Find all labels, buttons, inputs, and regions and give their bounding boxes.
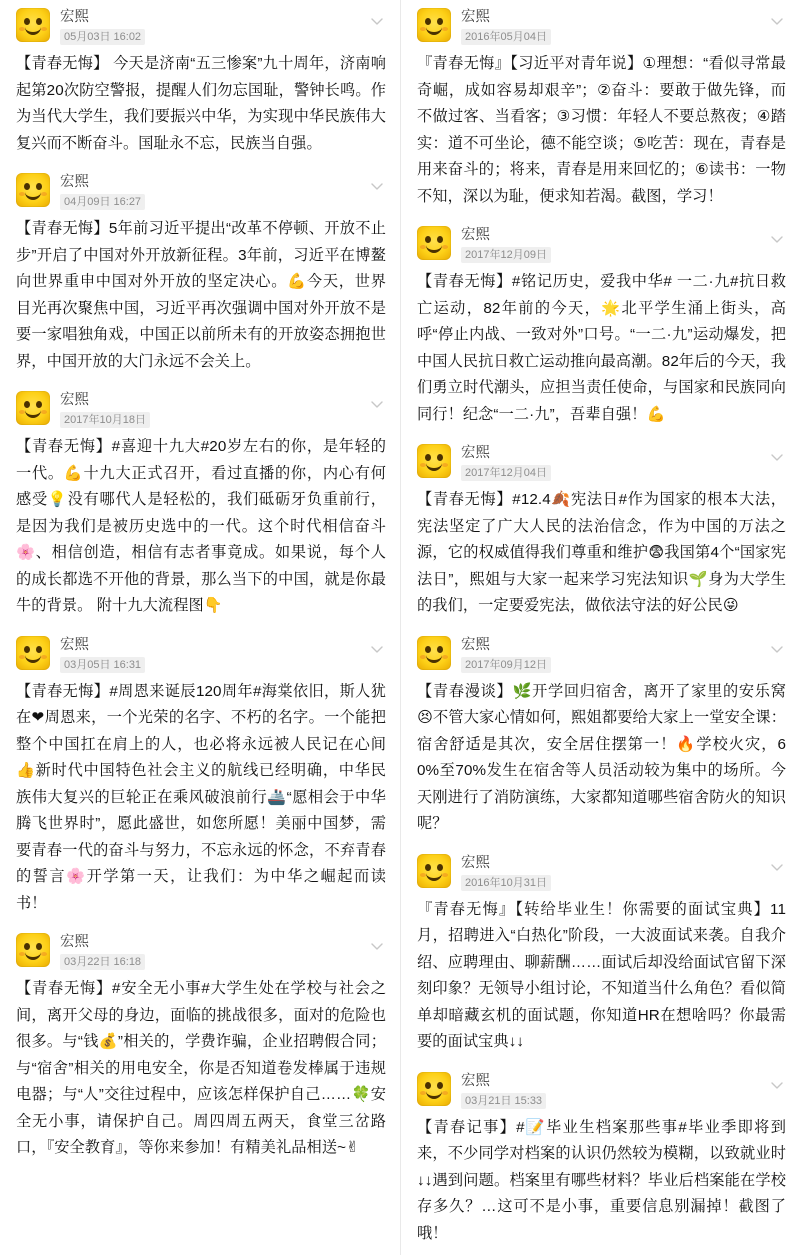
smiley-avatar-icon[interactable] <box>417 444 451 478</box>
chevron-down-icon[interactable] <box>770 450 784 464</box>
chevron-down-icon[interactable] <box>370 14 384 28</box>
post-text: 【青春记事】#📝毕业生档案那些事#毕业季即将到来，不少同学对档案的认识仍然较为模糊，以致就业时↓↓遇到问题。档案里有哪些材料？毕业后档案能在学校存多久？…这可不是小事，重要信息别漏掉！截图了哦！ <box>411 1111 790 1254</box>
chevron-down-icon[interactable] <box>370 179 384 193</box>
post-item[interactable] <box>10 0 390 165</box>
chevron-down-icon[interactable] <box>770 14 784 28</box>
post-text: 【青春漫谈】🌿开学回归宿舍，离开了家里的安乐窝😣不管大家心情如何，熙姐都要给大家上一堂安全课：宿舍舒适是其次，安全居住摆第一！🔥学校火灾，60%至70%发生在宿舍等人员活动较为集中的场所。今天刚进行了消防演练，大家都知道哪些宿舍防火的知识呢？ <box>411 675 790 844</box>
post-author[interactable]: 宏熙 <box>461 8 788 26</box>
post-item[interactable] <box>411 628 790 846</box>
post-text: 【青春无悔】5年前习近平提出“改革不停顿、开放不止步”开启了中国对外开放新征程。3年前，习近平在博鳌向世界重申中国对外开放的坚定决心。💪今天，世界目光再次聚焦中国，习近平再次强调中国对外开放不是要一家唱独角戏，中国正以前所未有的开放姿态拥抱世界，中国开放的大门永远不会关上。 <box>10 212 390 381</box>
smiley-avatar-icon[interactable] <box>16 636 50 670</box>
post-text: 【青春无悔】 今天是济南“五三惨案”九十周年，济南响起第20次防空警报，提醒人们勿忘国耻，警钟长鸣。作为当代大学生，我们要振兴中华，为实现中华民族伟大复兴而不断奋斗。国耻永不忘，民族当自强。 <box>10 47 390 163</box>
post-meta <box>50 8 388 45</box>
post-text: 【青春无悔】#安全无小事#大学生处在学校与社会之间，离开父母的身边，面临的挑战很多，面对的危险也很多。与“钱💰”相关的，学费诈骗，企业招聘假合同；与“宿舍”相关的用电安全，你是否知道卷发棒属于违规电器；与“人”交往过程中，应该怎样保护自己……🍀安全无小事，请保护自己。周四周五两天，食堂三岔路口，『安全教育』，等你来参加！有精美礼品相送~✌ <box>10 972 390 1168</box>
post-timestamp: 04月09日 16:27 <box>60 194 145 210</box>
chevron-down-icon[interactable] <box>370 642 384 656</box>
smiley-avatar-icon[interactable] <box>16 8 50 42</box>
post-meta <box>451 444 788 481</box>
post-author[interactable]: 宏熙 <box>60 8 388 26</box>
post-item[interactable] <box>411 1064 790 1255</box>
post-item[interactable] <box>411 0 790 218</box>
post-text: 【青春无悔】#12.4🍂宪法日#作为国家的根本大法，宪法坚定了广大人民的法治信念，作为中国的万法之源，它的权威值得我们尊重和维护😨我国第4个“国家宪法日”，熙姐与大家一起来学习宪法知识🌱身为大学生的我们，一定要爱宪法，做依法守法的好公民😜 <box>411 483 790 626</box>
post-meta <box>451 1072 788 1109</box>
post-item[interactable] <box>411 846 790 1064</box>
post-header <box>411 222 790 265</box>
post-item[interactable] <box>10 628 390 926</box>
chevron-down-icon[interactable] <box>370 939 384 953</box>
post-meta <box>451 854 788 891</box>
post-text: 【青春无悔】#周恩来诞辰120周年#海棠依旧，斯人犹在❤周恩来，一个光荣的名字、不朽的名字。一个能把整个中国扛在肩上的人，也必将永远被人民记在心间👍新时代中国特色社会主义的航线已经明确，中华民族伟大复兴的巨轮正在乘风破浪前行🚢“愿相会于中华腾飞世界时”，愿此盛世，如您所愿！美丽中国梦，需要青春一代的奋斗与努力，不忘永远的怀念，不弃青春的誓言🌸开学第一天，让我们：为中华之崛起而读书！ <box>10 675 390 924</box>
post-meta <box>451 636 788 673</box>
post-meta <box>50 636 388 673</box>
smiley-avatar-icon[interactable] <box>16 173 50 207</box>
post-item[interactable] <box>411 436 790 628</box>
post-header <box>411 632 790 675</box>
smiley-avatar-icon[interactable] <box>417 636 451 670</box>
chevron-down-icon[interactable] <box>770 1078 784 1092</box>
smiley-avatar-icon[interactable] <box>16 933 50 967</box>
smiley-avatar-icon[interactable] <box>16 391 50 425</box>
post-item[interactable] <box>10 925 390 1170</box>
post-author[interactable]: 宏熙 <box>461 636 788 654</box>
post-header <box>411 4 790 47</box>
post-header <box>10 929 390 972</box>
post-author[interactable]: 宏熙 <box>60 391 388 409</box>
post-text: 【青春无悔】#喜迎十九大#20岁左右的你，是年轻的一代。💪十九大正式召开，看过直播的你，内心有何感受💡没有哪代人是轻松的，我们砥砺牙负重前行，是因为我们是被历史选中的一代。这个时代相信奋斗🌸、相信创造，相信有志者事竟成。如果说，每个人的成长都选不开他的背景，那么当下的中国，就是你最牛的背景。 附十九大流程图👇 <box>10 430 390 626</box>
smiley-avatar-icon[interactable] <box>417 8 451 42</box>
chevron-down-icon[interactable] <box>770 860 784 874</box>
post-meta <box>50 173 388 210</box>
chevron-down-icon[interactable] <box>370 397 384 411</box>
post-timestamp: 03月05日 16:31 <box>60 657 145 673</box>
chevron-down-icon[interactable] <box>770 232 784 246</box>
post-author[interactable]: 宏熙 <box>461 226 788 244</box>
post-timestamp: 03月21日 15:33 <box>461 1093 546 1109</box>
post-item[interactable] <box>10 165 390 383</box>
post-header <box>411 1068 790 1111</box>
post-timestamp: 03月22日 16:18 <box>60 954 145 970</box>
post-meta <box>451 8 788 45</box>
smiley-avatar-icon[interactable] <box>417 226 451 260</box>
post-text: 『青春无悔』【转给毕业生！你需要的面试宝典】11月，招聘进入“白热化”阶段，一大波面试来袭。自我介绍、应聘理由、聊薪酬……面试后却没给面试官留下深刻印象？无领导小组讨论，不知道当什么角色？看似简单却暗藏玄机的面试题，你知道HR在想啥吗？你最需要的面试宝典↓↓ <box>411 893 790 1062</box>
smiley-avatar-icon[interactable] <box>417 1072 451 1106</box>
post-header <box>411 440 790 483</box>
post-timestamp: 2017年09月12日 <box>461 657 551 673</box>
post-header <box>10 4 390 47</box>
post-header <box>10 387 390 430</box>
post-author[interactable]: 宏熙 <box>60 173 388 191</box>
post-header <box>10 169 390 212</box>
post-timestamp: 2017年12月09日 <box>461 247 551 263</box>
post-timestamp: 2016年05月04日 <box>461 29 551 45</box>
right-column <box>400 0 800 1255</box>
post-text: 『青春无悔』【习近平对青年说】①理想：“看似寻常最奇崛，成如容易却艰辛”；②奋斗：要敢于做先锋，而不做过客、当看客；③习惯：年轻人不要总熬夜；④踏实：道不可坐论，德不能空谈；⑤吃苦：现在，青春是用来奋斗的；将来，青春是用来回忆的；⑥读书：一物不知，深以为耻，便求知若渴。截图，学习！ <box>411 47 790 216</box>
post-author[interactable]: 宏熙 <box>461 444 788 462</box>
post-timestamp: 05月03日 16:02 <box>60 29 145 45</box>
post-header <box>10 632 390 675</box>
post-author[interactable]: 宏熙 <box>60 933 388 951</box>
post-author[interactable]: 宏熙 <box>461 1072 788 1090</box>
post-author[interactable]: 宏熙 <box>60 636 388 654</box>
post-timestamp: 2017年12月04日 <box>461 465 551 481</box>
post-item[interactable] <box>411 218 790 436</box>
post-item[interactable] <box>10 383 390 628</box>
post-text: 【青春无悔】#铭记历史，爱我中华# 一二·九#抗日救亡运动，82年前的今天，🌟北平学生涌上街头，高呼“停止内战、一致对外”口号。“一二·九”运动爆发，把中国人民抗日救亡运动推向最高潮。82年后的今天，我们勇立时代潮头，应担当责任使命，与国家和民族同向同行！纪念“一二·九”，吾辈自强！💪 <box>411 265 790 434</box>
post-meta <box>50 933 388 970</box>
smiley-avatar-icon[interactable] <box>417 854 451 888</box>
post-timestamp: 2016年10月31日 <box>461 875 551 891</box>
post-author[interactable]: 宏熙 <box>461 854 788 872</box>
chevron-down-icon[interactable] <box>770 642 784 656</box>
post-meta <box>451 226 788 263</box>
post-meta <box>50 391 388 428</box>
post-timestamp: 2017年10月18日 <box>60 412 150 428</box>
post-header <box>411 850 790 893</box>
